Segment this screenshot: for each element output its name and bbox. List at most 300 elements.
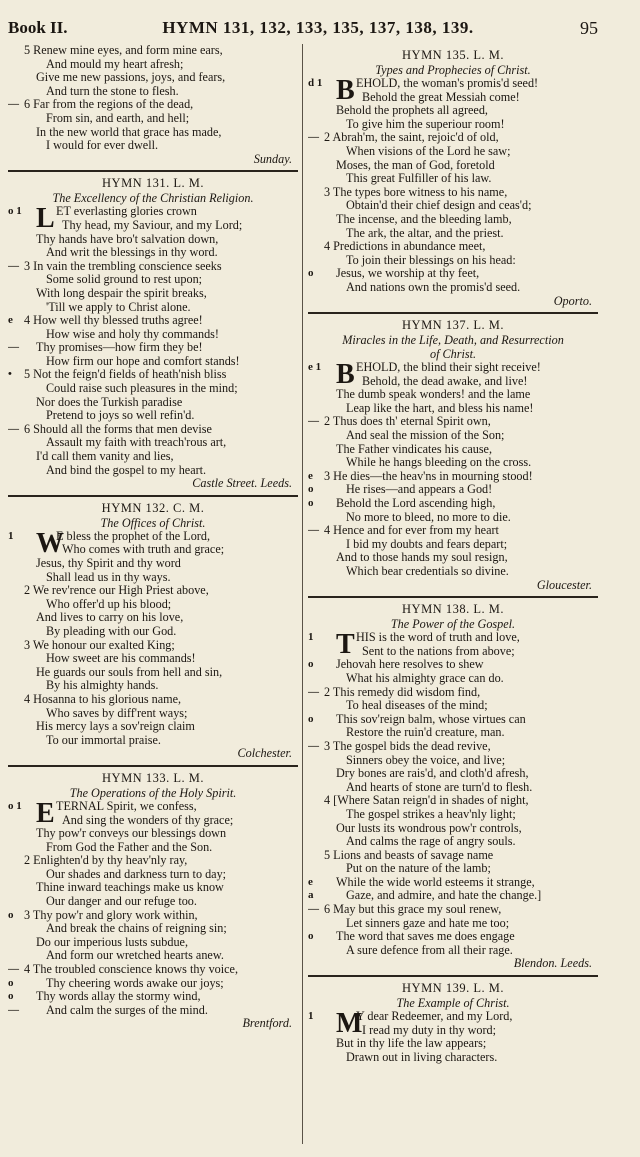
verse-text: And calm the surges of the mind. <box>46 1003 208 1017</box>
verse-line <box>8 126 298 140</box>
verse-line <box>8 679 298 693</box>
verse-text: Who comes with truth and grace; <box>62 542 225 557</box>
verse-line <box>8 598 298 612</box>
verse-text: I would for ever dwell. <box>46 139 159 153</box>
verse-text: And bind the gospel to my heart. <box>46 463 207 477</box>
verse-line <box>308 726 598 740</box>
verse-text: He guards our souls from hell and sin, <box>36 665 223 679</box>
verse-text: When visions of the Lord he saw; <box>346 144 511 158</box>
tune-attribution: Gloucester. <box>536 578 592 592</box>
drop-cap-letter: E <box>36 797 55 829</box>
verse-line <box>308 781 598 795</box>
expression-mark: — <box>308 415 319 428</box>
verse-text: In the new world that grace has made, <box>36 125 222 139</box>
verse-line <box>308 118 598 132</box>
verse-line <box>308 267 598 281</box>
verse-line <box>308 511 598 525</box>
drop-cap-letter: B <box>336 359 355 391</box>
expression-mark: o <box>308 483 314 496</box>
verse-line <box>308 713 598 727</box>
verse-line <box>8 58 298 72</box>
verse-text: Some solid ground to rest upon; <box>46 273 203 287</box>
hymn-135 <box>308 48 598 308</box>
verse-line <box>308 767 598 781</box>
verse-line <box>308 131 598 145</box>
verse-text: 6 May but this grace my soul renew, <box>324 903 502 917</box>
verse-text: But in thy life the law appears; <box>336 1037 487 1051</box>
expression-mark: e 1 <box>308 361 322 374</box>
verse-line <box>308 565 598 579</box>
verse-line <box>308 91 598 105</box>
verse-line <box>308 672 598 686</box>
verse-text: And to those hands my soul resign, <box>336 551 508 565</box>
verse-line <box>308 415 598 429</box>
hymn-title: HYMN 135. L. M. <box>402 48 504 62</box>
verse-text: Jesus, thy Spirit and thy word <box>36 557 181 570</box>
verse-line <box>8 814 298 828</box>
verse-text: 2 We rev'rence our High Priest above, <box>24 584 209 598</box>
verse-text: Which bear credentials so divine. <box>346 565 509 578</box>
verse-line <box>8 44 298 58</box>
expression-mark: — <box>308 739 319 752</box>
hymn-subtitle: The Excellency of the Christian Religion. <box>52 191 254 206</box>
verse-line <box>8 949 298 963</box>
verse-line <box>308 443 598 457</box>
verse-text: And break the chains of reigning sin; <box>46 922 227 936</box>
verse-text: And turn the stone to flesh. <box>46 84 179 98</box>
verse-line <box>8 854 298 868</box>
verse-line <box>308 145 598 159</box>
hymn-131 <box>8 176 298 490</box>
expression-mark: o <box>308 712 314 725</box>
verse-line <box>8 625 298 639</box>
verse-line <box>8 328 298 342</box>
hymn-subtitle-continued: of Christ. <box>429 347 477 362</box>
verse-line <box>308 822 598 836</box>
book-label: Book II. <box>8 18 68 37</box>
verse-text: Behold the Lord ascending high, <box>336 497 496 511</box>
verse-text: 6 Far from the regions of the dead, <box>24 98 194 112</box>
verse-line <box>308 917 598 931</box>
verse-text: How firm our hope and comfort stands! <box>46 354 240 368</box>
verse-line <box>8 881 298 895</box>
verse-text: The Father vindicates his cause, <box>336 442 493 456</box>
expression-mark: d 1 <box>308 77 323 89</box>
verse-text: He rises—and appears a God! <box>346 483 493 497</box>
verse-text: The dumb speak wonders! and the lame <box>336 388 531 402</box>
verse-line <box>8 543 298 557</box>
verse-line <box>308 903 598 917</box>
verse-text: A sure defence from all their rage. <box>346 943 513 957</box>
verse-text: And mould my heart afresh; <box>46 57 184 71</box>
expression-mark: e <box>308 875 313 888</box>
verse-text: Dry bones are rais'd, and cloth'd afresh, <box>336 767 529 781</box>
verse-text: 6 Should all the forms that men devise <box>24 422 212 436</box>
verse-text: Our shades and darkness turn to day; <box>46 867 227 881</box>
verse-line <box>308 213 598 227</box>
verse-text: Y dear Redeemer, and my Lord, <box>356 1009 513 1024</box>
verse-line <box>308 456 598 470</box>
verse-text: This sov'reign balm, whose virtues can <box>336 712 526 726</box>
verse-text: The gospel strikes a heav'nly light; <box>346 807 516 821</box>
verse-line <box>308 429 598 443</box>
verse-text: By pleading with our God. <box>46 624 177 638</box>
verse-line <box>308 172 598 186</box>
verse-line <box>8 98 298 112</box>
expression-mark: o <box>8 976 14 989</box>
verse-line <box>308 254 598 268</box>
verse-text: 'Till we apply to Christ alone. <box>46 300 191 314</box>
drop-cap-letter: T <box>336 629 355 661</box>
verse-line <box>308 281 598 295</box>
verse-line <box>8 71 298 85</box>
verse-text: With long despair the spirit breaks, <box>36 286 207 300</box>
verse-text: And sing the wonders of thy grace; <box>62 812 234 827</box>
verse-line <box>308 658 598 672</box>
verse-line <box>8 355 298 369</box>
verse-text: Jehovah here resolves to shew <box>336 658 484 672</box>
section-rule <box>8 765 298 767</box>
verse-line <box>8 139 298 153</box>
expression-mark: e <box>8 314 13 327</box>
verse-text: The word that saves me does engage <box>336 930 515 944</box>
tune-attribution: Blendon. Leeds. <box>513 957 592 971</box>
verse-text: Shall lead us in thy ways. <box>46 570 171 584</box>
expression-mark: 1 <box>308 631 314 644</box>
verse-text: Gaze, and admire, and hate the change.] <box>346 889 542 903</box>
verse-line <box>8 423 298 437</box>
verse-text: Thy hands have bro't salvation down, <box>36 232 219 246</box>
verse-text: Behold, the dead awake, and live! <box>362 373 528 388</box>
hymn-137 <box>308 318 598 592</box>
verse-text: EHOLD, the woman's promis'd seed! <box>356 76 539 90</box>
verse-text: While he hangs bleeding on the cross. <box>346 456 532 470</box>
verse-text: His mercy lays a sov'reign claim <box>36 720 195 734</box>
verse-line <box>8 112 298 126</box>
verse-text: Leap like the hart, and bless his name! <box>346 401 534 415</box>
tune-attribution: Castle Street. Leeds. <box>192 477 292 491</box>
verse-line <box>8 963 298 977</box>
expression-mark: o <box>8 908 14 921</box>
verse-line <box>8 219 298 233</box>
expression-mark: o 1 <box>8 205 22 218</box>
verse-text: To our immortal praise. <box>46 733 161 747</box>
hymn-133 <box>8 771 298 1031</box>
verse-text: 4 How well thy blessed truths agree! <box>24 314 203 328</box>
expression-mark: o 1 <box>8 799 22 812</box>
verse-text: Pretend to joys so well refin'd. <box>46 409 195 423</box>
verse-text: Moses, the man of God, foretold <box>336 158 495 172</box>
verse-line <box>8 341 298 355</box>
verse-text: Behold the prophets all agreed, <box>336 104 488 118</box>
section-rule <box>308 596 598 598</box>
verse-text: 2 Thus does th' eternal Spirit own, <box>324 415 491 429</box>
hymn-title: HYMN 138. L. M. <box>402 602 504 617</box>
verse-text: From God the Father and the Son. <box>46 840 213 854</box>
verse-line <box>308 930 598 944</box>
verse-line <box>308 1051 598 1065</box>
verse-line <box>8 611 298 625</box>
verse-line <box>8 936 298 950</box>
verse-text: Thy head, my Saviour, and my Lord; <box>62 217 243 232</box>
column-divider <box>302 44 303 1144</box>
verse-text: Thy pow'r conveys our blessings down <box>36 827 227 841</box>
verse-text: Drawn out in living characters. <box>346 1050 498 1064</box>
verse-text: 5 Renew mine eyes, and form mine ears, <box>24 44 223 57</box>
verse-line <box>308 699 598 713</box>
section-rule <box>308 975 598 977</box>
verse-line <box>8 841 298 855</box>
hymn-130-continuation <box>8 44 298 153</box>
drop-cap-letter: L <box>36 203 55 235</box>
verse-text: To join their blessings on his head: <box>346 253 516 267</box>
verse-line <box>8 301 298 315</box>
verse-line <box>308 1037 598 1051</box>
verse-text: Thine inward teachings make us know <box>36 881 224 895</box>
expression-mark: a <box>308 889 314 902</box>
right-column <box>308 44 598 1064</box>
verse-line <box>308 686 598 700</box>
verse-line <box>8 287 298 301</box>
verse-text: Put on the nature of the lamb; <box>346 862 491 876</box>
verse-text: No more to bleed, no more to die. <box>346 510 511 524</box>
verse-line <box>8 652 298 666</box>
verse-text: Restore the ruin'd creature, man. <box>346 726 505 740</box>
verse-line <box>8 1004 298 1018</box>
verse-line <box>308 402 598 416</box>
drop-cap-letter: B <box>336 75 355 106</box>
verse-text: To give him the superiour room! <box>346 117 505 131</box>
section-rule <box>308 312 598 314</box>
verse-text: 5 Lions and beasts of savage name <box>324 848 494 862</box>
verse-text: Assault my faith with treach'rous art, <box>46 436 227 450</box>
tune-attribution: Oporto. <box>553 294 592 308</box>
verse-line <box>308 159 598 173</box>
verse-line <box>8 584 298 598</box>
verse-text: HIS is the word of truth and love, <box>356 630 520 645</box>
hymn-title: HYMN 133. L. M. <box>102 770 204 785</box>
verse-line <box>308 754 598 768</box>
verse-text: Who offer'd up his blood; <box>46 597 172 611</box>
verse-line <box>308 375 598 389</box>
section-rule <box>8 495 298 497</box>
hymn-title: HYMN 132. C. M. <box>101 500 205 515</box>
verse-line <box>308 524 598 538</box>
verse-text: Our danger and our refuge too. <box>46 895 197 909</box>
left-column <box>8 44 298 1031</box>
verse-text: What his almighty grace can do. <box>346 671 504 685</box>
verse-line <box>8 273 298 287</box>
verse-line <box>8 693 298 707</box>
verse-line <box>8 707 298 721</box>
verse-line <box>308 240 598 254</box>
verse-text: 4 The troubled conscience knows thy voice, <box>24 963 239 977</box>
expression-mark: o <box>308 658 314 671</box>
verse-line <box>308 497 598 511</box>
expression-mark: o <box>308 930 314 943</box>
tune-attribution: Brentford. <box>242 1017 292 1031</box>
verse-line <box>308 876 598 890</box>
expression-mark: o <box>308 267 314 280</box>
hymn-title: HYMN 137. L. M. <box>402 318 504 333</box>
verse-line <box>308 1024 598 1038</box>
hymn-subtitle: The Example of Christ. <box>396 996 510 1011</box>
verse-text: 3 We honour our exalted King; <box>24 638 175 652</box>
hymn-subtitle: The Operations of the Holy Spirit. <box>69 785 237 800</box>
verse-line <box>8 895 298 909</box>
verse-line <box>308 227 598 241</box>
verse-text: 4 Hence and for ever from my heart <box>324 524 499 538</box>
verse-text: Thy words allay the stormy wind, <box>36 990 201 1004</box>
verse-text: How wise and holy thy commands! <box>46 327 219 341</box>
expression-mark: o <box>8 990 14 1003</box>
verse-line <box>308 186 598 200</box>
hymn-title: HYMN 139. L. M. <box>402 981 504 996</box>
verse-line <box>308 104 598 118</box>
hymn-subtitle: The Power of the Gospel. <box>390 617 516 632</box>
verse-text: 5 Not the feign'd fields of heath'nish bliss <box>24 368 227 382</box>
verse-line <box>8 409 298 423</box>
verse-text: And nations own the promis'd seed. <box>346 280 521 294</box>
verse-line <box>8 260 298 274</box>
verse-text: How sweet are his commands! <box>46 652 196 666</box>
hymn-subtitle: Types and Prophecies of Christ. <box>375 63 531 77</box>
verse-text: And hearts of stone are turn'd to flesh. <box>346 780 533 794</box>
verse-line <box>8 827 298 841</box>
verse-text: And lives to carry on his love, <box>36 611 184 625</box>
verse-line <box>8 977 298 991</box>
page-number: 95 <box>580 18 598 38</box>
verse-text: While the wide world esteems it strange, <box>336 875 535 889</box>
verse-text: Do our imperious lusts subdue, <box>36 935 188 949</box>
expression-mark: — <box>8 963 19 976</box>
verse-text: Nor does the Turkish paradise <box>36 395 183 409</box>
verse-text: 3 He dies—the heav'ns in mourning stood! <box>324 469 533 483</box>
verse-line <box>308 551 598 565</box>
section-rule <box>8 170 298 172</box>
verse-line <box>308 740 598 754</box>
verse-line <box>8 868 298 882</box>
verse-text: Obtain'd their chief design and ceas'd; <box>346 199 532 213</box>
verse-line <box>308 470 598 484</box>
verse-line <box>8 557 298 571</box>
verse-text: Sinners obey the voice, and live; <box>346 753 506 767</box>
expression-mark: • <box>8 368 12 381</box>
verse-line <box>8 233 298 247</box>
verse-text: I bid my doubts and fears depart; <box>346 537 508 551</box>
verse-line <box>308 388 598 402</box>
verse-text: Our lusts its wondrous pow'r controls, <box>336 821 522 835</box>
verse-text: Thy promises—how firm they be! <box>36 341 203 355</box>
verse-text: 4 Hosanna to his glorious name, <box>24 692 182 706</box>
verse-line <box>308 199 598 213</box>
expression-mark: — <box>308 131 319 144</box>
verse-line <box>8 382 298 396</box>
verse-line <box>8 720 298 734</box>
expression-mark: — <box>8 422 19 435</box>
verse-line <box>8 734 298 748</box>
hymn-title: HYMN 131. L. M. <box>102 176 204 191</box>
expression-mark: — <box>8 341 19 354</box>
drop-cap-letter: M <box>336 1008 363 1040</box>
verse-text: 2 Enlighten'd by thy heav'nly ray, <box>24 854 188 868</box>
verse-text: TERNAL Spirit, we confess, <box>56 798 197 813</box>
verse-text: Jesus, we worship at thy feet, <box>336 267 480 281</box>
verse-line <box>8 666 298 680</box>
expression-mark: — <box>8 259 19 272</box>
verse-text: And calms the rage of angry souls. <box>346 835 516 849</box>
verse-line <box>308 862 598 876</box>
header-title: HYMN 131, 132, 133, 135, 137, 138, 139. <box>162 18 474 37</box>
verse-line <box>8 990 298 1004</box>
verse-text: Let sinners gaze and hate me too; <box>346 916 510 930</box>
verse-text: The incense, and the bleeding lamb, <box>336 212 512 226</box>
verse-text: By his almighty hands. <box>46 679 159 693</box>
verse-text: 4 Predictions in abundance meet, <box>324 240 486 254</box>
verse-line <box>8 909 298 923</box>
verse-text: 3 The types bore witness to his name, <box>324 185 508 199</box>
expression-mark: — <box>308 685 319 698</box>
verse-text: Thy cheering words awake our joys; <box>46 976 224 990</box>
verse-text: And seal the mission of the Son; <box>346 429 505 443</box>
verse-text: From sin, and earth, and hell; <box>46 111 190 125</box>
verse-text: And writ the blessings in thy word. <box>46 246 218 260</box>
verse-line <box>308 483 598 497</box>
verse-text: I'd call them vanity and lies, <box>36 450 174 464</box>
verse-text: Who saves by diff'rent ways; <box>46 706 188 720</box>
verse-text: 2 This remedy did wisdom find, <box>324 685 481 699</box>
verse-text: Behold the great Messiah come! <box>362 89 520 104</box>
verse-line <box>8 464 298 478</box>
verse-text: I read my duty in thy word; <box>362 1022 497 1037</box>
tune-attribution: Colchester. <box>237 747 292 761</box>
hymn-130-attribution: Sunday. <box>253 152 292 166</box>
verse-line <box>8 436 298 450</box>
expression-mark: 1 <box>8 529 14 542</box>
expression-mark: — <box>308 524 319 537</box>
drop-cap-letter: W <box>36 527 64 559</box>
verse-text: Could raise such pleasures in the mind; <box>46 382 238 396</box>
expression-mark: 1 <box>308 1010 314 1023</box>
verse-line <box>308 645 598 659</box>
hymn-132 <box>8 501 298 761</box>
verse-line <box>308 849 598 863</box>
verse-text: This great Fulfiller of his law. <box>346 172 492 186</box>
verse-line <box>8 314 298 328</box>
expression-mark: — <box>8 98 19 111</box>
verse-line <box>308 808 598 822</box>
expression-mark: — <box>8 1003 19 1016</box>
verse-text: E bless the prophet of the Lord, <box>56 528 210 543</box>
running-header <box>8 18 598 40</box>
expression-mark: — <box>308 903 319 916</box>
verse-line <box>308 538 598 552</box>
verse-line <box>308 835 598 849</box>
verse-line <box>8 368 298 382</box>
verse-text: 4 [Where Satan reign'd in shades of night, <box>324 794 529 808</box>
expression-mark: e <box>308 469 313 482</box>
verse-line <box>8 396 298 410</box>
verse-text: Give me new passions, joys, and fears, <box>36 71 226 85</box>
verse-line <box>308 889 598 903</box>
hymn-subtitle: The Offices of Christ. <box>100 515 206 530</box>
verse-line <box>308 944 598 958</box>
verse-text: 2 Abrah'm, the saint, rejoic'd of old, <box>324 131 499 145</box>
verse-text: 3 The gospel bids the dead revive, <box>324 739 491 753</box>
verse-text: 3 In vain the trembling conscience seeks <box>24 259 222 273</box>
verse-line <box>8 85 298 99</box>
verse-line <box>308 794 598 808</box>
